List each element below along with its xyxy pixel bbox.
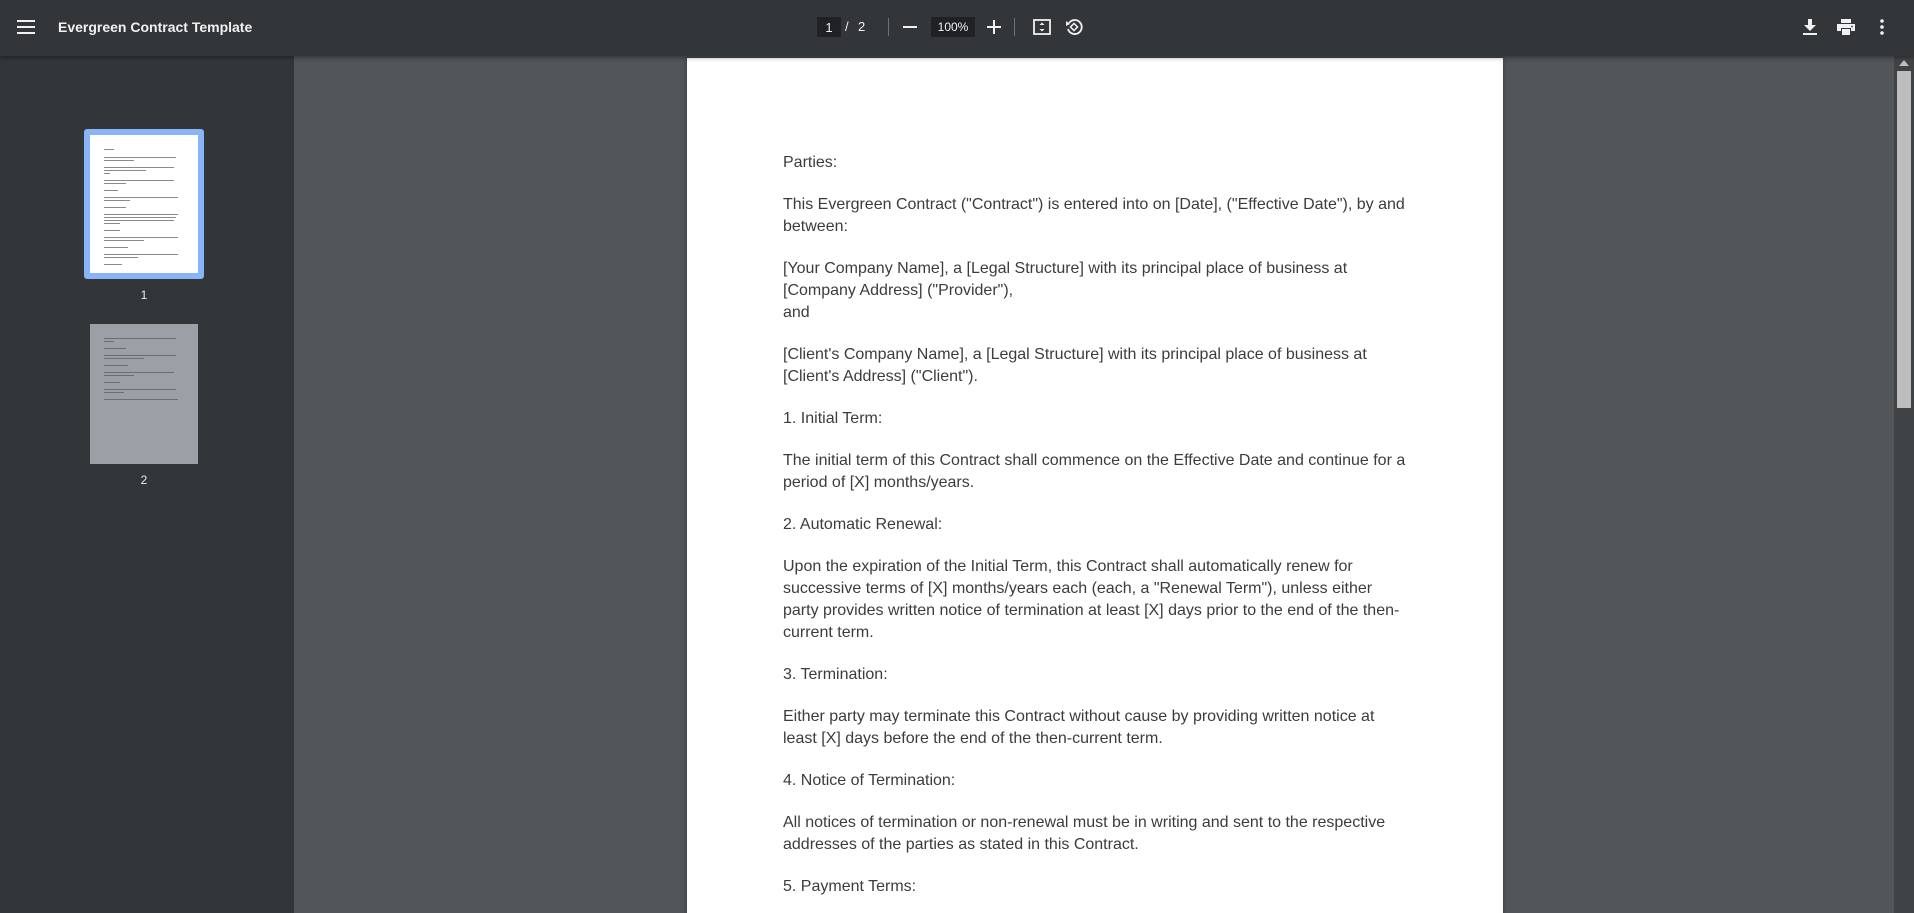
document-viewer[interactable] [294,56,1894,913]
section-heading: 2. Automatic Renewal: [783,516,943,533]
thumbnail-page-preview [90,324,198,464]
zoom-out-button[interactable] [894,11,926,43]
more-vert-icon [1880,19,1884,35]
contract-paragraph: [Your Company Name], a [Legal Structure] with its principal place of business at [Company Address] ("Provider"), and [783,260,1348,321]
section-heading: 5. Payment Terms: [783,878,917,895]
section-heading: 1. Initial Term: [783,410,883,427]
toolbar-divider [1014,18,1015,36]
thumbnail-page-preview [90,135,198,273]
document-page [687,58,1503,913]
fit-to-page-icon [1033,19,1051,35]
thumbnail-page-number: 2 [140,473,148,487]
fit-to-page-button[interactable] [1026,11,1058,43]
vertical-scrollbar[interactable] [1894,56,1914,913]
thumbnail-frame [84,324,204,464]
page-number-input[interactable] [817,17,841,37]
thumbnail-page-number: 1 [140,288,148,302]
contract-paragraph: This Evergreen Contract ("Contract") is entered into on [Date], ("Effective Date"), by and between: [783,196,1405,235]
menu-icon[interactable] [10,11,42,43]
rotate-button[interactable] [1058,11,1090,43]
download-icon [1803,19,1817,35]
download-button[interactable] [1794,11,1826,43]
minus-icon [903,20,917,34]
page-thumbnail-2[interactable] [84,324,204,487]
print-button[interactable] [1830,11,1862,43]
contract-paragraph: Upon the expiration of the Initial Term, this Contract shall automatically renew for successive terms of [X] months/years each (each, a "Renewal Term"), unless either party provides written notice of termination at least [X] days prior to the end of the then-current term. [783,558,1400,641]
toolbar-divider [888,18,889,36]
print-icon [1837,19,1855,35]
thumbnail-sidebar [0,56,294,913]
more-options-button[interactable] [1866,11,1898,43]
document-title: Evergreen Contract Template [58,19,253,35]
scrollbar-thumb[interactable] [1897,71,1911,408]
section-heading: 3. Termination: [783,666,888,683]
rotate-icon [1065,18,1083,36]
contract-paragraph: Parties: [783,154,838,171]
section-heading: 4. Notice of Termination: [783,772,956,789]
zoom-level-input[interactable] [931,17,975,37]
page-thumbnail-1[interactable] [84,129,204,302]
contract-paragraph: [Client's Company Name], a [Legal Structure] with its principal place of business at [Client's Address] ("Client"). [783,346,1367,385]
zoom-in-button[interactable] [978,11,1010,43]
pdf-toolbar [0,0,1914,56]
plus-icon [987,20,1001,34]
total-pages: 2 [858,19,866,34]
scroll-up-arrow-icon[interactable] [1899,60,1909,66]
page-content [783,152,1407,913]
contract-paragraph: All notices of termination or non-renewal must be in writing and sent to the respective addresses of the parties as stated in this Contract. [783,814,1386,853]
thumbnail-selected-frame [84,129,204,279]
contract-paragraph: The initial term of this Contract shall commence on the Effective Date and continue for a period of [X] months/years. [783,452,1406,491]
page-separator: / [845,19,849,34]
contract-paragraph: Either party may terminate this Contract without cause by providing written notice at least [X] days before the end of the then-current term. [783,708,1375,747]
